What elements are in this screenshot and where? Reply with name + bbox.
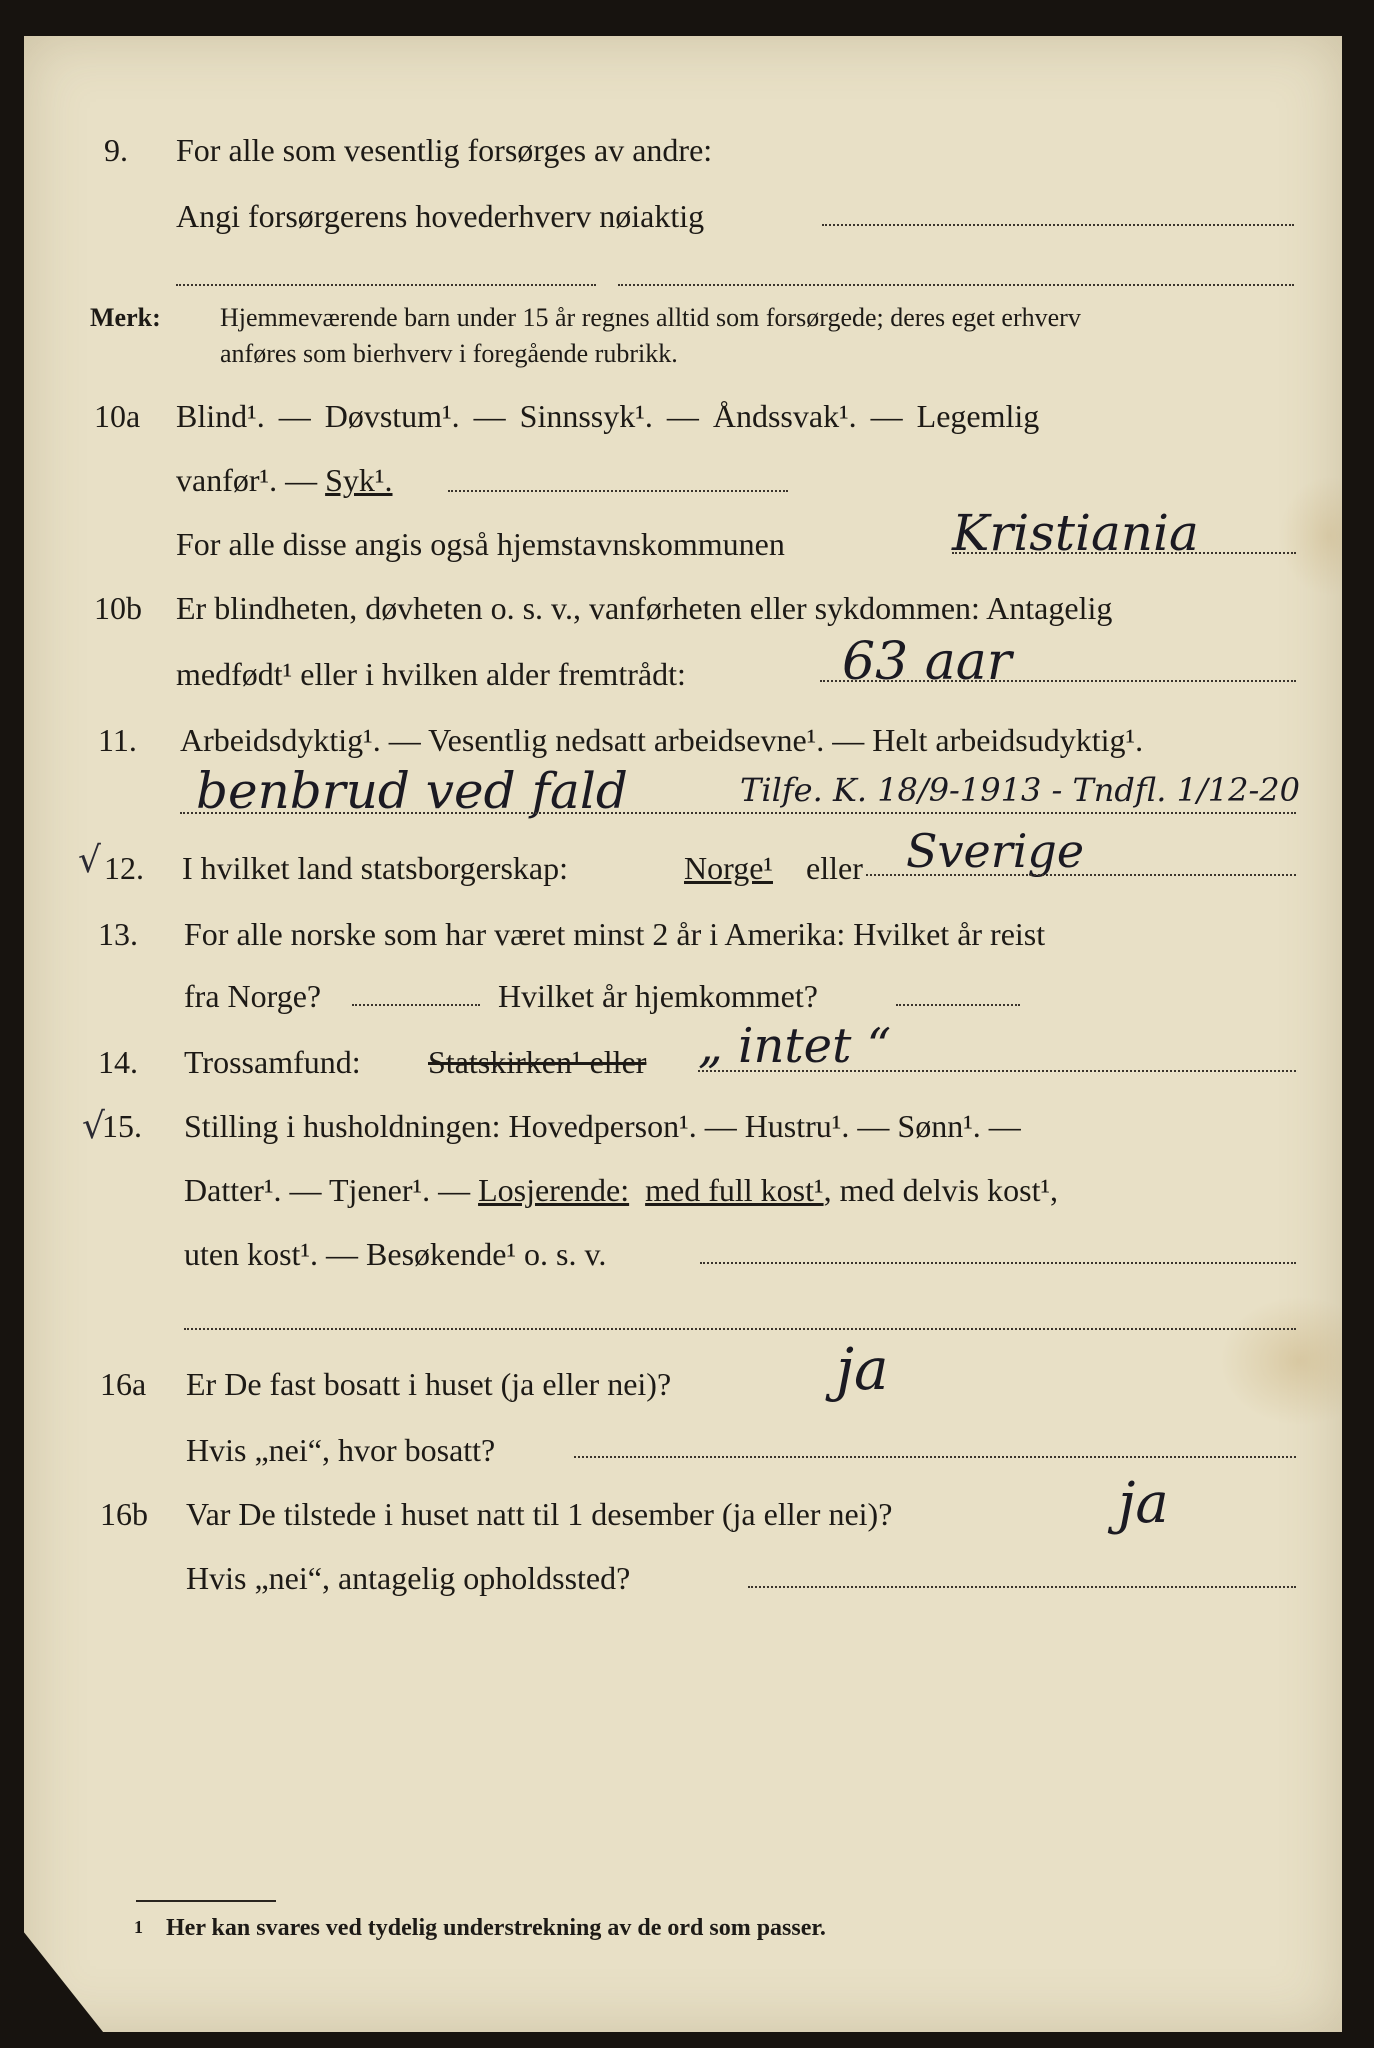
- q11-answer-line: [180, 812, 1296, 814]
- q12-eller: eller: [806, 850, 863, 886]
- footnote-marker: 1: [134, 1917, 143, 1937]
- q15-line1: Stilling i husholdningen: Hovedperson¹. — Hustru¹. — Sønn¹. —: [184, 1108, 1021, 1144]
- q9-answer-line2: [176, 284, 596, 286]
- q16a-number: 16a: [100, 1366, 147, 1402]
- q16b-line2: Hvis „nei“, antagelig opholdssted?: [186, 1560, 631, 1596]
- q10a-number: 10a: [94, 398, 141, 434]
- merk-label: Merk:: [90, 303, 161, 332]
- q11-number: 11.: [98, 722, 137, 758]
- q9-number: 9.: [104, 132, 128, 168]
- q12-answer-line: [866, 874, 1296, 876]
- q12-norge: Norge¹: [684, 850, 773, 886]
- q15-delvis: , med delvis kost¹,: [823, 1172, 1059, 1208]
- q15-number: 15.: [102, 1108, 142, 1144]
- q10a-line1: Blind¹. — Døvstum¹. — Sinnssyk¹. — Åndssvak¹. — Legemlig: [176, 398, 1040, 434]
- q10a-answer: Kristiania: [952, 504, 1199, 562]
- q16b-answer-line: [748, 1586, 1296, 1588]
- q9-answer-line3: [618, 284, 1294, 286]
- q14-prefix: Trossamfund:: [184, 1044, 361, 1080]
- paper-stain: [1279, 476, 1374, 596]
- q15-datter: Datter¹. — Tjener¹. —: [184, 1172, 479, 1208]
- q10b-line1: Er blindheten, døvheten o. s. v., vanførheten eller sykdommen: Antagelig: [176, 590, 1113, 626]
- q16a-line2: Hvis „nei“, hvor bosatt?: [186, 1432, 496, 1468]
- q16a-answer: ja: [836, 1335, 889, 1403]
- q10a-answer-line2: [952, 552, 1296, 554]
- q13-hjemkommet-line: [896, 1004, 1020, 1006]
- q15-line3: uten kost¹. — Besøkende¹ o. s. v.: [184, 1236, 607, 1272]
- q15-answer-line: [700, 1262, 1296, 1264]
- q13-number: 13.: [98, 916, 138, 952]
- q15-answer-line2: [184, 1328, 1296, 1330]
- q14-number: 14.: [98, 1044, 138, 1080]
- q15-full-kost: med full kost¹: [645, 1172, 824, 1208]
- q16b-number: 16b: [100, 1496, 148, 1532]
- q9-line2: Angi forsørgerens hovederhverv nøiaktig: [176, 198, 705, 234]
- merk-line1: Hjemmeværende barn under 15 år regnes alltid som forsørgede; deres eget erhverv: [220, 303, 1081, 332]
- q13-line2a: fra Norge?: [184, 978, 322, 1014]
- q10b-answer: 63 aar: [842, 632, 1012, 692]
- footnote-text: Her kan svares ved tydelig understrekning av de ord som passer.: [166, 1915, 826, 1941]
- q11-line1: Arbeidsdyktig¹. — Vesentlig nedsatt arbeidsevne¹. — Helt arbeidsudyktig¹.: [180, 722, 1144, 758]
- checkmark-icon: √: [82, 1106, 105, 1147]
- q16a-answer-line: [574, 1456, 1296, 1458]
- q15-losjerende: Losjerende:: [478, 1172, 630, 1208]
- q16b-answer: ja: [1118, 1471, 1169, 1536]
- q10b-answer-line: [820, 680, 1296, 682]
- q13-reist-line: [352, 1004, 480, 1006]
- q10a-line3: For alle disse angis også hjemstavnskommunen: [176, 526, 785, 562]
- q10a-line2: [176, 464, 393, 496]
- q11-answer-main: benbrud ved fald: [196, 762, 628, 820]
- q16a-line1: Er De fast bosatt i huset (ja eller nei)?: [186, 1366, 672, 1402]
- merk-line2: anføres som bierhverv i foregående rubrikk.: [220, 339, 678, 368]
- q10a-answer-line: [448, 490, 788, 492]
- q10b-number: 10b: [94, 590, 142, 626]
- footnote-rule: [136, 1900, 276, 1902]
- q14-answer: „ intet “: [698, 1018, 892, 1074]
- q9-answer-line: [822, 224, 1294, 226]
- q13-line2b: Hvilket år hjemkommet?: [498, 978, 818, 1014]
- q12-prefix: I hvilket land statsborgerskap:: [182, 850, 568, 886]
- q12-number: 12.: [104, 850, 144, 886]
- q14-answer-line: [698, 1070, 1296, 1072]
- checkmark-icon: √: [78, 840, 101, 881]
- q12-answer: Sverige: [906, 824, 1085, 878]
- q10b-line2: medfødt¹ eller i hvilken alder fremtrådt:: [176, 656, 686, 692]
- q10a-syk: Syk¹.: [325, 462, 393, 498]
- q10a-vanfor: vanfør¹. —: [176, 462, 326, 498]
- q14-struck: Statskirken¹ eller: [428, 1044, 647, 1080]
- paper-stain: [1219, 1296, 1374, 1426]
- q9-line1: For alle som vesentlig forsørges av andre:: [176, 132, 713, 168]
- q13-line1: For alle norske som har været minst 2 år i Amerika: Hvilket år reist: [184, 916, 1046, 952]
- form-page: [24, 36, 1342, 2032]
- q16b-line1: Var De tilstede i huset natt til 1 desember (ja eller nei)?: [186, 1496, 893, 1532]
- q11-answer-note: Tilfe. K. 18/9-1913 - Tndfl. 1/12-20: [740, 771, 1300, 809]
- q15-line2: [184, 1174, 1058, 1206]
